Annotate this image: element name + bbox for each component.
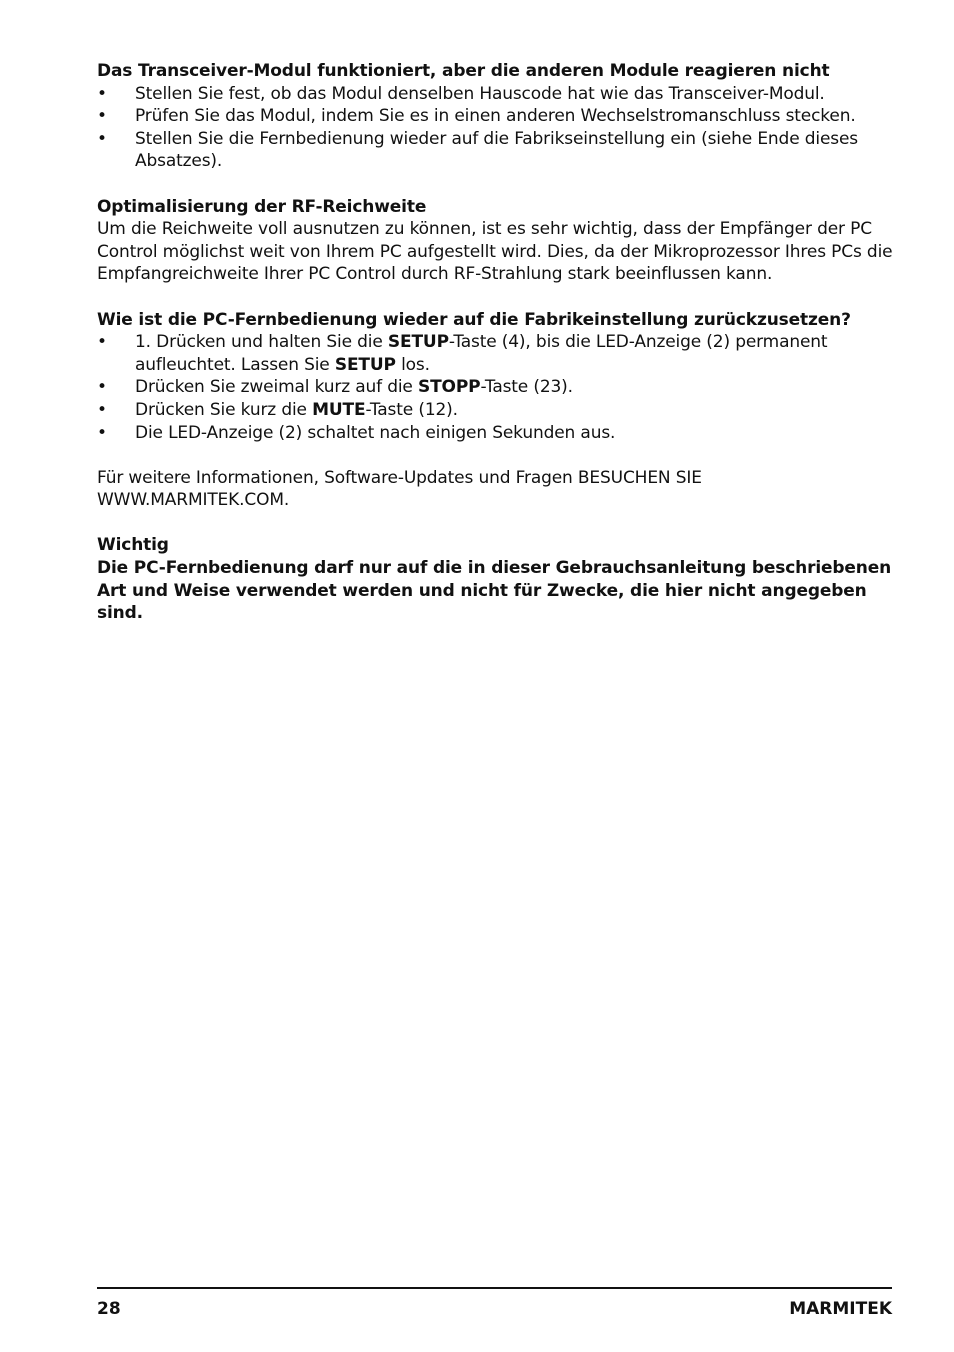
list-item-text: Stellen Sie die Fernbedienung wieder auf die Fabrikseinstellung ein (siehe Ende dieses Absatzes).: [135, 128, 859, 172]
list-item: [97, 399, 897, 422]
list-item-text: 1. Drücken und halten Sie die: [135, 332, 388, 353]
list-item: [97, 331, 897, 376]
list-item: [97, 128, 897, 173]
page-number: 28: [97, 1299, 121, 1319]
bullet-list: [97, 331, 897, 444]
section-transceiver: [97, 60, 897, 173]
info-line: Für weitere Informationen, Software-Updates und Fragen BESUCHEN SIE: [97, 467, 702, 488]
list-item-text: los.: [395, 354, 430, 375]
brand-name: MARMITEK: [789, 1299, 892, 1319]
section-rf-range: [97, 196, 897, 286]
key-name: STOPP: [418, 377, 481, 398]
key-name: MUTE: [312, 399, 366, 420]
list-item-text: -Taste (4), bis die LED-Anzeige (2) permanent aufleuchtet. Lassen Sie: [135, 332, 828, 375]
section-heading: Das Transceiver-Modul funktioniert, aber die anderen Module reagieren nicht: [97, 61, 830, 81]
bullet-icon: •: [97, 399, 107, 420]
section-heading: Wichtig: [97, 535, 169, 556]
bullet-list: [97, 83, 897, 173]
document-body: [97, 60, 897, 647]
section-paragraph: Um die Reichweite voll ausnutzen zu können, ist es sehr wichtig, dass der Empfänger der PC Control möglichst weit von Ihrem PC aufgestellt wird. Dies, da der Mikroprozessor Ihres PCs die Empfangreichweite Ihrer PC Control durch RF-Strahlung stark beeinflussen kann.: [97, 219, 893, 285]
section-heading: Optimalisierung der RF-Reichweite: [97, 196, 427, 217]
list-item-text: -Taste (12).: [365, 399, 458, 420]
section-heading: Wie ist die PC-Fernbedienung wieder auf die Fabrikeinstellung zurückzusetzen?: [97, 309, 851, 330]
website-url: WWW.MARMITEK.COM.: [97, 490, 290, 511]
bullet-icon: •: [97, 106, 107, 127]
list-item: [97, 105, 897, 128]
bullet-icon: •: [97, 83, 107, 104]
list-item-text: Drücken Sie kurz die: [135, 399, 313, 420]
list-item-text: Die LED-Anzeige (2) schaltet nach einigen Sekunden aus.: [135, 422, 616, 443]
list-item-text: -Taste (23).: [480, 377, 573, 398]
list-item-text: Drücken Sie zweimal kurz auf die: [135, 377, 418, 398]
footer-divider: [97, 1287, 892, 1289]
important-notice: Die PC-Fernbedienung darf nur auf die in dieser Gebrauchsanleitung beschriebenen Art und Weise verwendet werden und nicht für Zwecke, die hier nicht angegeben sind.: [97, 558, 892, 624]
bullet-icon: •: [97, 128, 107, 149]
section-important: [97, 534, 897, 624]
bullet-icon: •: [97, 332, 107, 353]
list-item-text: Stellen Sie fest, ob das Modul denselben Hauscode hat wie das Transceiver-Modul.: [135, 83, 825, 104]
section-factory-reset: [97, 309, 897, 445]
section-more-info: [97, 467, 897, 512]
key-name: SETUP: [387, 332, 449, 353]
list-item-text: Prüfen Sie das Modul, indem Sie es in einen anderen Wechselstromanschluss stecken.: [135, 106, 856, 127]
bullet-icon: •: [97, 422, 107, 443]
list-item: [97, 376, 897, 399]
list-item: [97, 422, 897, 445]
bullet-icon: •: [97, 377, 107, 398]
list-item: [97, 83, 897, 106]
key-name: SETUP: [334, 354, 396, 375]
page-footer: [97, 1298, 892, 1320]
